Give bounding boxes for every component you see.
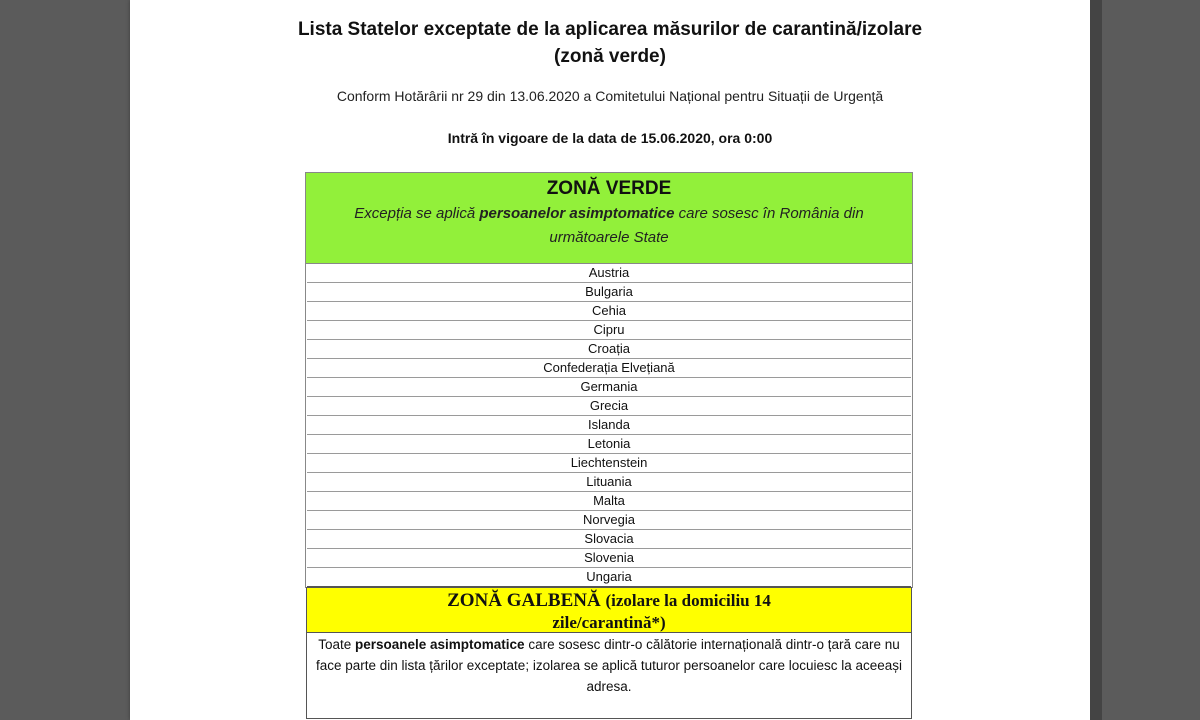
yellow-body-bold: persoanele asimptomatice [355,637,525,652]
country-row: Malta [307,492,911,511]
yellow-zone-description [306,632,912,719]
scrollbar[interactable] [1090,0,1102,720]
country-row: Islanda [307,416,911,435]
country-row: Confederația Elvețiană [307,359,911,378]
country-row: Norvegia [307,511,911,530]
green-desc-post: care sosesc în România din următoarele State [549,205,864,246]
country-row: Cipru [307,321,911,340]
country-row: Liechtenstein [307,454,911,473]
country-row: Germania [307,378,911,397]
country-row: Letonia [307,435,911,454]
document-subtitle: Conform Hotărârii nr 29 din 13.06.2020 a Comitetului Național pentru Situații de Urgență [336,88,884,104]
effective-date: Intră în vigoare de la data de 15.06.2020, ora 0:00 [447,130,773,146]
yellow-zone-header [306,587,912,633]
country-row: Slovacia [307,530,911,549]
country-row: Bulgaria [307,283,911,302]
yellow-zone-heading-block [399,588,819,633]
yellow-zone-heading: ZONĂ GALBENĂ [447,590,601,611]
green-zone-table [305,172,913,588]
country-list [306,264,912,587]
yellow-zone-note: (izolare la domiciliu 14 zile/carantină*) [552,591,771,632]
country-row: Cehia [307,302,911,321]
document-title: Lista Statelor exceptate de la aplicarea măsurilor de carantină/izolare [297,19,923,40]
yellow-body-post: care sosesc dintr-o călătorie internațională dintr-o țară care nu face parte din lista țărilor exceptate; izolarea se aplică tuturor persoanelor care locuiesc la aceeași adresa. [315,637,903,694]
country-row: Slovenia [307,549,911,568]
green-zone-header [306,173,912,264]
yellow-body-pre: Toate [318,637,355,652]
green-zone-heading: ZONĂ VERDE [546,178,672,199]
green-desc-pre: Excepția se aplică [354,205,480,222]
country-row: Lituania [307,473,911,492]
document-page [130,0,1090,720]
green-zone-description [329,202,889,250]
country-row: Ungaria [307,568,911,587]
country-row: Croația [307,340,911,359]
country-row: Austria [307,264,911,283]
country-row: Grecia [307,397,911,416]
document-title-zone: (zonă verde) [554,46,666,67]
green-desc-bold: persoanelor asimptomatice [479,205,675,222]
